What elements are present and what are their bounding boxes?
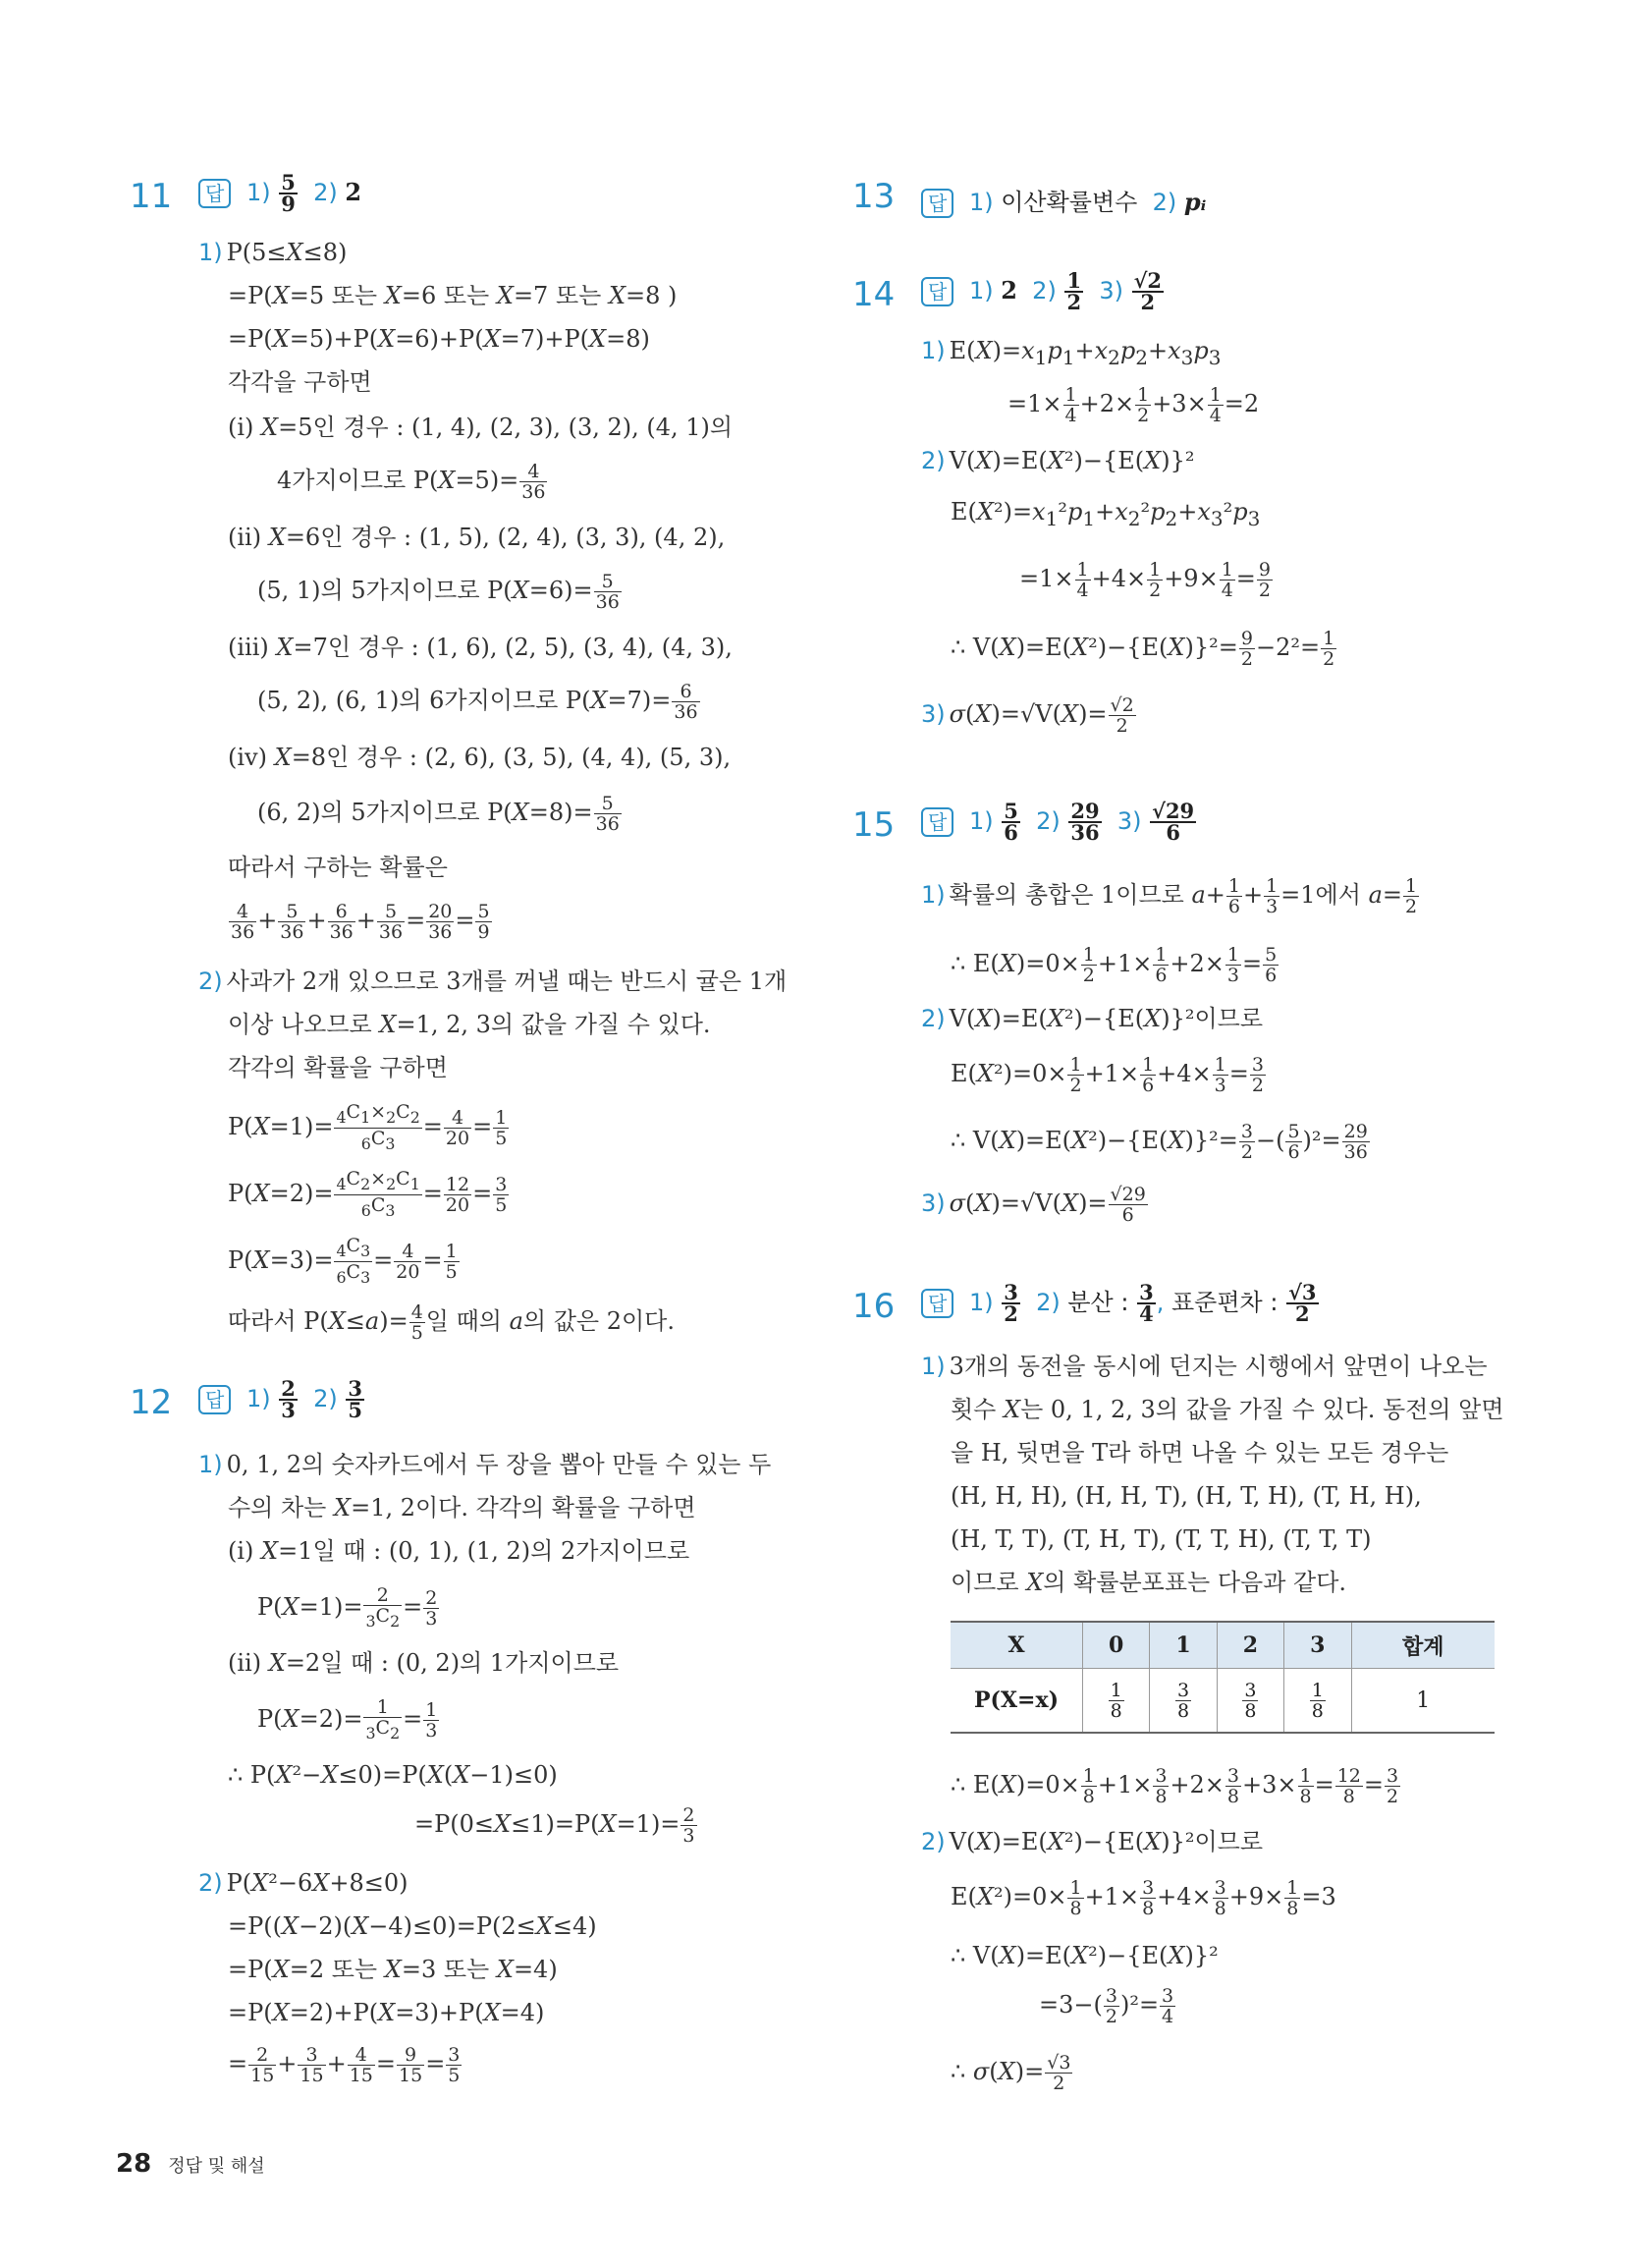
p11-line-1: 1) P(5≤X≤8) — [198, 239, 348, 266]
answer-line-15: 답 1) $\frac{5}{6}$ 2) $\frac{29}{36}$ 3) $\frac{√29}{6}$ — [921, 802, 1197, 843]
table-row-label: P(X=x) — [951, 1669, 1083, 1734]
p12-line-8: =P(0≤X≤1)=P(X=1)= $\frac{2}{3}$ — [414, 1804, 695, 1847]
p16-line-3: 을 H, 뒷면을 T라 하면 나올 수 있는 모든 경우는 — [951, 1439, 1449, 1466]
p11-line-14: $\frac{4}{36}$ + $\frac{5}{36}$ + $\frac{6}{36}$ + $\frac{5}{36}$ = $\frac{20}{36}$ = $\frac{5}{9}$ — [231, 901, 490, 943]
p14-line-7: 3) σ(X)=√V(X)= $\frac{√2}{2}$ — [921, 694, 1134, 737]
answer-line-13: 답 1) 이산확률변수 2) pᵢ — [921, 183, 1206, 218]
p11-line-12: (6, 2)의 5가지이므로 P(X=8)= $\frac{5}{36}$ — [257, 793, 620, 835]
p16-line-8: 2) V(X)=E(X²)−{E(X)}²이므로 — [921, 1828, 1264, 1855]
table-cell: $\frac{1}{8}$ — [1284, 1669, 1351, 1734]
p15-line-4: E(X²)=0× $\frac{1}{2}$ +1× $\frac{1}{6}$ +4× $\frac{1}{3}$ = $\frac{3}{2}$ — [951, 1054, 1264, 1096]
problem-number-14: 14 — [852, 275, 896, 314]
p14-line-4: $E(X^2)=x_1^2p_1+x_2^2p_2+x_3^2p_3$ — [951, 498, 1261, 530]
table-header-cell: 1 — [1150, 1622, 1217, 1669]
p16-line-5: (H, T, T), (T, H, T), (T, T, H), (T, T, T) — [951, 1525, 1372, 1553]
problem-number-11: 11 — [130, 177, 173, 216]
answer-badge: 답 — [198, 1385, 231, 1414]
p12-line-7: ∴ P(X²−X≤0)=P(X(X−1)≤0) — [228, 1761, 558, 1789]
p14-line-2: =1× $\frac{1}{4}$ +2× $\frac{1}{2}$ +3× $\frac{1}{4}$ =2 — [1007, 384, 1260, 426]
p12-line-1: 1) 0, 1, 2의 숫자카드에서 두 장을 뽑아 만들 수 있는 두 — [198, 1451, 772, 1478]
answer-line-11: 답 1) $\frac{5}{9}$ 2) 2 — [198, 173, 361, 214]
p15-line-2: ∴ E(X)=0× $\frac{1}{2}$ +1× $\frac{1}{6}$ +2× $\frac{1}{3}$ = $\frac{5}{6}$ — [951, 944, 1278, 986]
answer-badge: 답 — [198, 179, 231, 208]
p12-line-12: =P(X=2)+P(X=3)+P(X=4) — [228, 1999, 545, 2026]
page-footer — [116, 2149, 265, 2179]
table-row — [951, 1669, 1495, 1734]
answer-badge: 답 — [921, 277, 953, 306]
problem-number-16: 16 — [852, 1287, 896, 1326]
table-cell: $\frac{3}{8}$ — [1150, 1669, 1217, 1734]
p16-line-7: ∴ E(X)=0× $\frac{1}{8}$ +1× $\frac{3}{8}$ +2× $\frac{3}{8}$ +3× $\frac{1}{8}$ = $\frac{12}{8}$ = $\frac{3}{2}$ — [951, 1765, 1399, 1807]
table-header-row — [951, 1622, 1495, 1669]
p16-line-10: ∴ V(X)=E(X²)−{E(X)}² — [951, 1942, 1219, 1969]
table-header-cell: 3 — [1284, 1622, 1351, 1669]
table-header-cell: 합계 — [1351, 1622, 1495, 1669]
footer-label: 정답 및 해설 — [168, 2156, 265, 2177]
p11-line-11: (ⅳ) X=8인 경우 : (2, 6), (3, 5), (4, 4), (5, 3), — [228, 744, 732, 771]
p15-line-6: 3) σ(X)=√V(X)= $\frac{√29}{6}$ — [921, 1184, 1146, 1226]
p11-line-18: P(X=1)= $\frac{_4C_1\times_2C_2}{_6C_3}$ = $\frac{4}{20}$ = $\frac{1}{5}$ — [228, 1101, 508, 1153]
p14-line-5: =1× $\frac{1}{4}$ +4× $\frac{1}{2}$ +9× $\frac{1}{4}$ = $\frac{9}{2}$ — [1019, 559, 1271, 601]
p11-line-8: (5, 1)의 5가지이므로 P(X=6)= $\frac{5}{36}$ — [257, 571, 620, 613]
p11-line-10: (5, 2), (6, 1)의 6가지이므로 P(X=7)= $\frac{6}{36}$ — [257, 681, 698, 723]
p11-line-4: 각각을 구하면 — [228, 368, 372, 396]
p16-line-2: 횟수 X는 0, 1, 2, 3의 값을 가질 수 있다. 동전의 앞면 — [951, 1396, 1504, 1423]
answer-line-14: 답 1) 2 2) $\frac{1}{2}$ 3) $\frac{√2}{2}$ — [921, 271, 1165, 312]
table-header-cell: 0 — [1083, 1622, 1150, 1669]
table-header-cell: X — [951, 1622, 1083, 1669]
p16-line-6: 이므로 X의 확률분포표는 다음과 같다. — [951, 1569, 1347, 1596]
p12-line-2: 수의 차는 X=1, 2이다. 각각의 확률을 구하면 — [228, 1494, 696, 1521]
p11-line-5: (ⅰ) X=5인 경우 : (1, 4), (2, 3), (3, 2), (4, 1)의 — [228, 414, 734, 441]
p12-line-6: P(X=2)= $\frac{1}{_3C_2}$ = $\frac{1}{3}$ — [257, 1696, 438, 1742]
table-cell: $\frac{3}{8}$ — [1217, 1669, 1283, 1734]
answer-badge: 답 — [921, 1289, 953, 1318]
p14-line-1: 1) $E(X)=x_1p_1+x_2p_2+x_3p_3$ — [921, 337, 1222, 369]
p11-line-17: 각각의 확률을 구하면 — [228, 1054, 448, 1081]
p16-line-1: 1) 3개의 동전을 동시에 던지는 시행에서 앞면이 나오는 — [921, 1353, 1488, 1380]
p16-line-11: =3−( $\frac{3}{2}$ )²= $\frac{3}{4}$ — [1039, 1985, 1174, 2027]
p13-answer-2: pᵢ — [1183, 188, 1207, 216]
p12-line-4: P(X=1)= $\frac{2}{_3C_2}$ = $\frac{2}{3}$ — [257, 1584, 438, 1631]
p14-line-6: ∴ V(X)=E(X²)−{E(X)}²= $\frac{9}{2}$ −2²= $\frac{1}{2}$ — [951, 628, 1335, 670]
answer-line-12: 답 1) $\frac{2}{3}$ 2) $\frac{3}{5}$ — [198, 1379, 365, 1420]
answer-badge: 답 — [921, 189, 953, 218]
table-cell: $\frac{1}{8}$ — [1083, 1669, 1150, 1734]
p15-line-3: 2) V(X)=E(X²)−{E(X)}²이므로 — [921, 1005, 1264, 1032]
p11-line-15: 2) 사과가 2개 있으므로 3개를 꺼낼 때는 반드시 귤은 1개 — [198, 968, 788, 995]
p11-line-20: P(X=3)= $\frac{_4C_3}{_6C_3}$ = $\frac{4}{20}$ = $\frac{1}{5}$ — [228, 1235, 458, 1287]
p12-line-3: (ⅰ) X=1일 때 : (0, 1), (1, 2)의 2가지이므로 — [228, 1537, 690, 1565]
p13-answer-1: 이산확률변수 — [1001, 189, 1138, 216]
problem-number-12: 12 — [130, 1383, 173, 1422]
p12-line-10: =P((X−2)(X−4)≤0)=P(2≤X≤4) — [228, 1912, 597, 1940]
p11-line-19: P(X=2)= $\frac{_4C_2\times_2C_1}{_6C_3}$ = $\frac{12}{20}$ = $\frac{3}{5}$ — [228, 1168, 508, 1220]
table-header-cell: 2 — [1217, 1622, 1283, 1669]
p14-line-3: 2) V(X)=E(X²)−{E(X)}² — [921, 447, 1195, 474]
p11-line-21: 따라서 P(X≤a)= $\frac{4}{5}$ 일 때의 a의 값은 2이다. — [228, 1301, 675, 1344]
p11-line-7: (ⅱ) X=6인 경우 : (1, 5), (2, 4), (3, 3), (4, 2), — [228, 524, 726, 551]
problem-number-15: 15 — [852, 805, 896, 845]
p11-line-6: 4가지이므로 P(X=5)= $\frac{4}{36}$ — [277, 461, 546, 503]
p12-line-13: = $\frac{2}{15}$ + $\frac{3}{15}$ + $\frac{4}{15}$ = $\frac{9}{15}$ = $\frac{3}{5}$ — [228, 2044, 461, 2086]
p11-line-3: =P(X=5)+P(X=6)+P(X=7)+P(X=8) — [228, 325, 650, 353]
p12-line-5: (ⅱ) X=2일 때 : (0, 2)의 1가지이므로 — [228, 1649, 620, 1677]
page-number: 28 — [116, 2149, 152, 2179]
p12-line-9: 2) P(X²−6X+8≤0) — [198, 1869, 408, 1897]
p12-line-11: =P(X=2 또는 X=3 또는 X=4) — [228, 1956, 558, 1983]
p16-line-12: ∴ σ(X)= $\frac{√3}{2}$ — [951, 2052, 1071, 2094]
p11-line-13: 따라서 구하는 확률은 — [228, 854, 448, 881]
probability-distribution-table — [951, 1621, 1495, 1734]
p16-line-9: E(X²)=0× $\frac{1}{8}$ +1× $\frac{3}{8}$ +4× $\frac{3}{8}$ +9× $\frac{1}{8}$ =3 — [951, 1877, 1336, 1919]
p11-line-16: 이상 나오므로 X=1, 2, 3의 값을 가질 수 있다. — [228, 1011, 711, 1038]
p15-line-1: 1) 확률의 총합은 1이므로 a+ $\frac{1}{6}$ + $\frac{1}{3}$ =1에서 a= $\frac{1}{2}$ — [921, 875, 1418, 917]
answer-line-16: 답 1) $\frac{3}{2}$ 2) 분산 : $\frac{3}{4}$ , 표준편차 : $\frac{√3}{2}$ — [921, 1283, 1320, 1324]
p11-line-2: =P(X=5 또는 X=6 또는 X=7 또는 X=8 ) — [228, 282, 678, 309]
problem-number-13: 13 — [852, 177, 896, 216]
p15-line-5: ∴ V(X)=E(X²)−{E(X)}²= $\frac{3}{2}$ −( $\frac{5}{6}$ )²= $\frac{29}{36}$ — [951, 1121, 1368, 1163]
p16-line-4: (H, H, H), (H, H, T), (H, T, H), (T, H, H), — [951, 1482, 1422, 1510]
p11-line-9: (ⅲ) X=7인 경우 : (1, 6), (2, 5), (3, 4), (4, 3), — [228, 634, 733, 661]
table-cell: 1 — [1351, 1669, 1495, 1734]
p16-sd-label: 표준편차 : — [1171, 1289, 1279, 1316]
p16-variance-label: 분산 : — [1067, 1289, 1129, 1316]
answer-badge: 답 — [921, 807, 953, 837]
